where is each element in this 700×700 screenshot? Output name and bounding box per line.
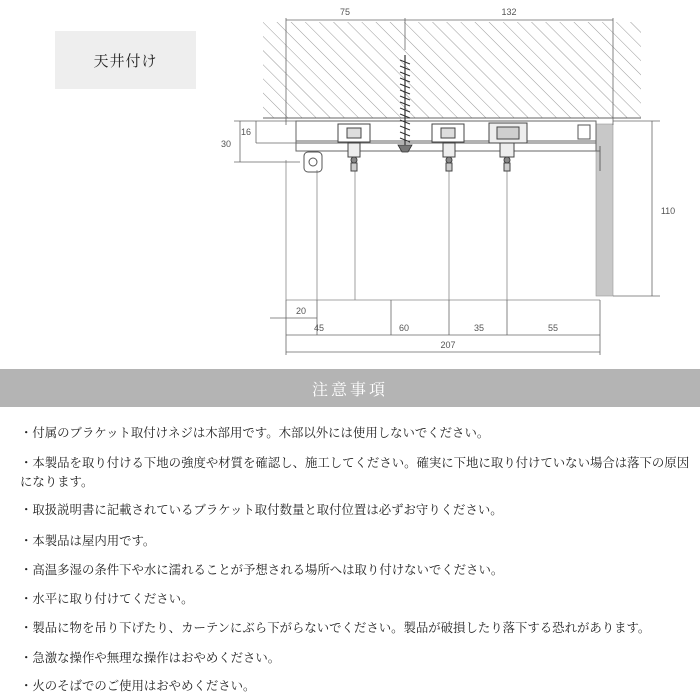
dim-60: 60 bbox=[398, 323, 410, 333]
mount-type-text: 天井付け bbox=[93, 51, 158, 70]
caution-item: ・取扱説明書に記載されているブラケット取付数量と取付位置は必ずお守りください。 bbox=[20, 502, 503, 517]
dim-45: 45 bbox=[313, 323, 325, 333]
dim-20: 20 bbox=[295, 306, 307, 316]
caution-item: ・水平に取り付けてください。 bbox=[20, 591, 194, 606]
dim-75: 75 bbox=[339, 7, 351, 17]
runner-3 bbox=[489, 123, 527, 171]
dim-110: 110 bbox=[660, 206, 676, 216]
dim-16: 16 bbox=[240, 127, 252, 137]
dim-207: 207 bbox=[440, 340, 456, 350]
curtain-lines bbox=[286, 160, 600, 300]
caution-item: ・急激な操作や無理な操作はおやめください。 bbox=[20, 650, 281, 665]
runner-1 bbox=[338, 124, 370, 171]
dim-35: 35 bbox=[473, 323, 485, 333]
end-hook bbox=[304, 152, 322, 172]
dim-30: 30 bbox=[220, 139, 232, 149]
caution-item: ・火のそばでのご使用はおやめください。 bbox=[20, 678, 256, 693]
ceiling bbox=[263, 22, 641, 118]
runner-2 bbox=[432, 124, 464, 171]
caution-item: ・本製品を取り付ける下地の強度や材質を確認し、施工してください。確実に下地に取り付けていない場合は落下の原因になります。 bbox=[20, 455, 690, 489]
end-cap bbox=[578, 125, 590, 139]
dim-55: 55 bbox=[547, 323, 559, 333]
dim-132: 132 bbox=[501, 7, 517, 17]
section-title: 注意事項 bbox=[311, 379, 388, 399]
section-banner bbox=[0, 369, 700, 407]
caution-item: ・高温多湿の条件下や水に濡れることが予想される場所へは取り付けないでください。 bbox=[20, 562, 504, 577]
wall-panel bbox=[596, 124, 613, 296]
caution-item: ・製品に物を吊り下げたり、カーテンにぶら下がらないでください。製品が破損したり落下する恐れがあります。 bbox=[20, 620, 651, 635]
caution-item: ・本製品は屋内用です。 bbox=[20, 533, 156, 548]
caution-item: ・付属のブラケット取付けネジは木部用です。木部以外には使用しないでください。 bbox=[20, 425, 490, 440]
